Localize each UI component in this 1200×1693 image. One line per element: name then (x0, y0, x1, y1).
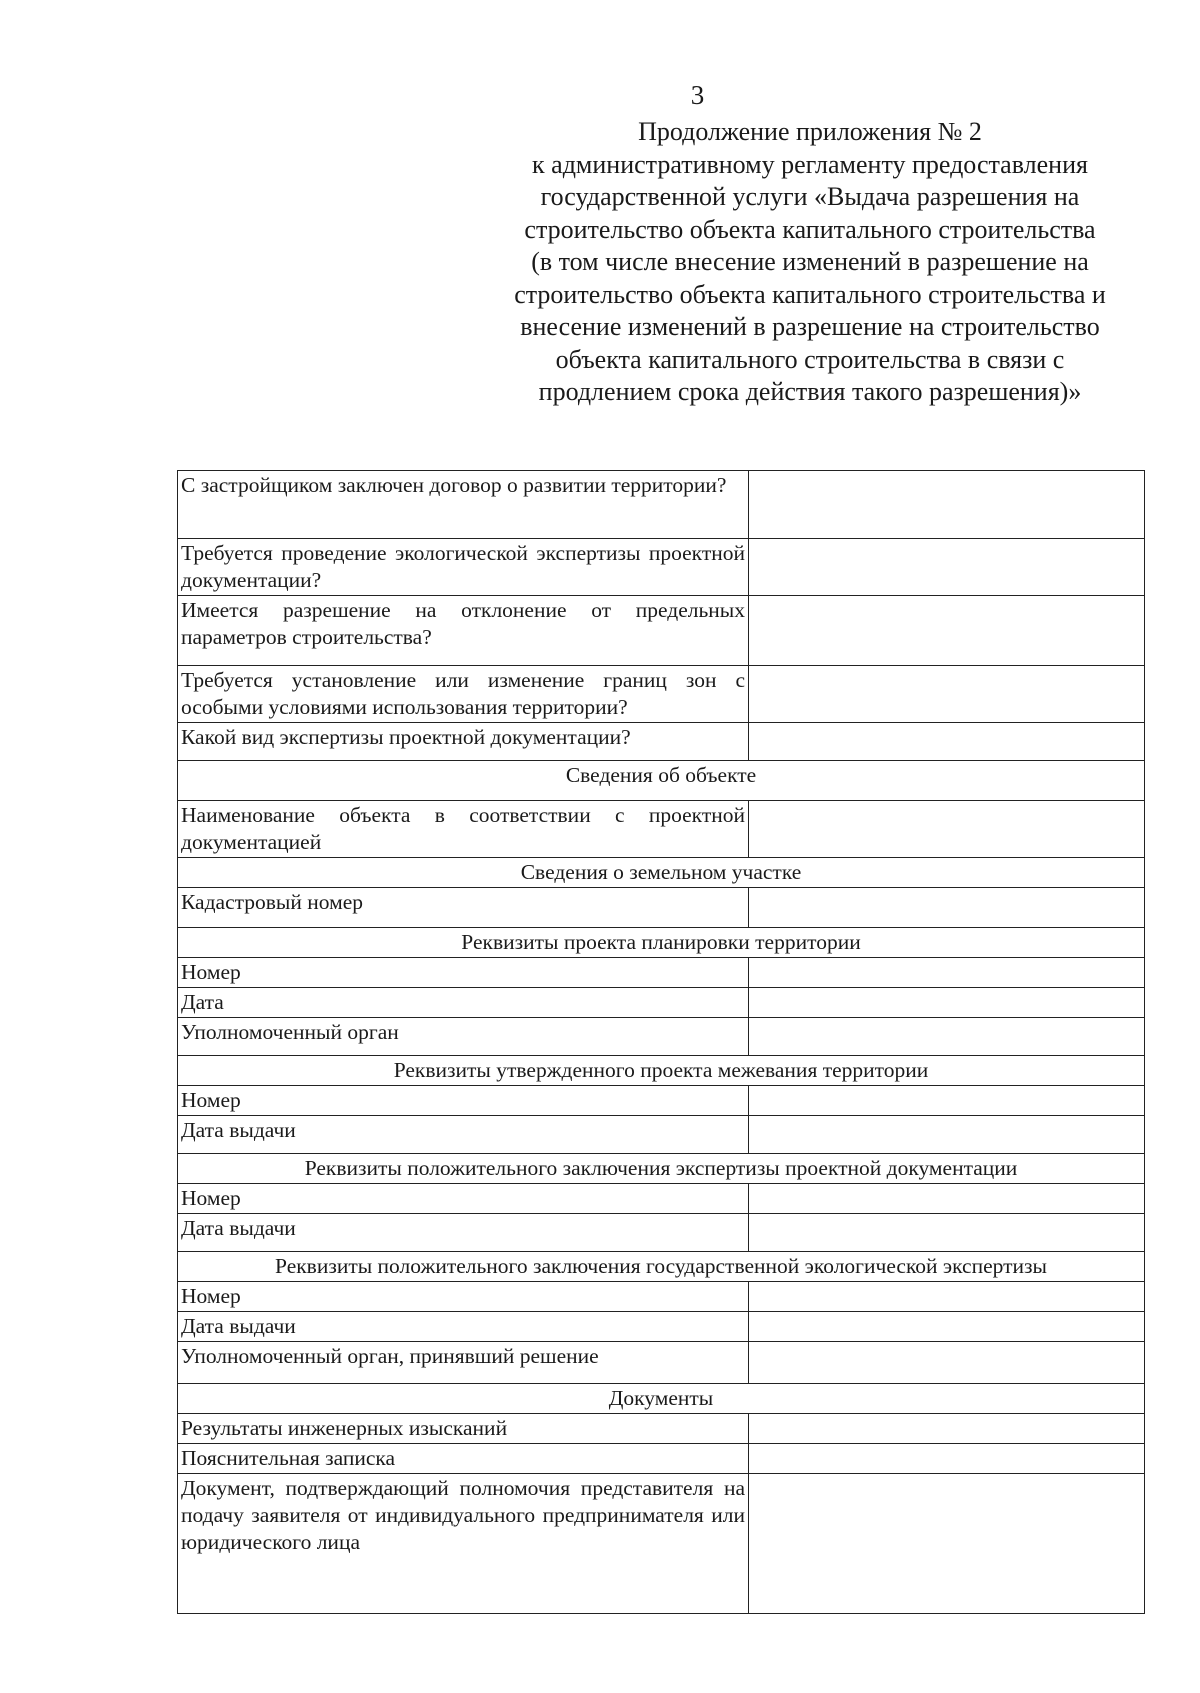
table-row (178, 539, 1145, 596)
answer-cell[interactable] (749, 1444, 1145, 1474)
table-row (178, 1282, 1145, 1312)
section-row (178, 1056, 1145, 1086)
section-row (178, 761, 1145, 801)
answer-cell[interactable] (749, 723, 1145, 761)
answer-cell[interactable] (749, 1116, 1145, 1154)
header-line: продлением срока действия такого разрешения)» (538, 377, 1082, 406)
answer-cell[interactable] (749, 958, 1145, 988)
table-row (178, 1312, 1145, 1342)
cadastral-number-label: Кадастровый номер (178, 888, 749, 928)
application-form-table (177, 470, 1145, 1614)
appendix-header (480, 116, 1140, 409)
table-row (178, 596, 1145, 666)
answer-cell[interactable] (749, 888, 1145, 928)
table-row (178, 888, 1145, 928)
answer-cell[interactable] (749, 1474, 1145, 1614)
table-row (178, 1414, 1145, 1444)
answer-cell[interactable] (749, 1342, 1145, 1384)
header-line: внесение изменений в разрешение на строительство (520, 312, 1100, 341)
answer-cell[interactable] (749, 1214, 1145, 1252)
question-cell: Имеется разрешение на отклонение от предельных параметров строительства? (178, 596, 749, 666)
table-row (178, 1474, 1145, 1614)
table-row (178, 988, 1145, 1018)
table-row (178, 1214, 1145, 1252)
section-row (178, 1154, 1145, 1184)
row-label: Дата (178, 988, 749, 1018)
section-object-heading: Сведения об объекте (178, 761, 1145, 801)
table-row (178, 1342, 1145, 1384)
section-row (178, 1252, 1145, 1282)
section-docs-heading: Документы (178, 1384, 1145, 1414)
question-cell: Требуется проведение экологической экспертизы проектной документации? (178, 539, 749, 596)
row-label: Дата выдачи (178, 1312, 749, 1342)
table-row (178, 1018, 1145, 1056)
row-label: Пояснительная записка (178, 1444, 749, 1474)
row-label: Номер (178, 1282, 749, 1312)
answer-cell[interactable] (749, 1414, 1145, 1444)
row-label: Результаты инженерных изысканий (178, 1414, 749, 1444)
table-row (178, 471, 1145, 539)
header-line: строительство объекта капитального строительства (524, 214, 1096, 244)
header-line: государственной услуги «Выдача разрешения на (540, 182, 1080, 211)
answer-cell[interactable] (749, 596, 1145, 666)
section-land-heading: Сведения о земельном участке (178, 858, 1145, 888)
row-label: Номер (178, 1086, 749, 1116)
answer-cell[interactable] (749, 1184, 1145, 1214)
object-name-label: Наименование объекта в соответствии с проектной документацией (178, 801, 749, 858)
answer-cell[interactable] (749, 1018, 1145, 1056)
section-planning-heading: Реквизиты проекта планировки территории (178, 928, 1145, 958)
question-cell: Требуется установление или изменение границ зон с особыми условиями использования территории? (178, 666, 749, 723)
row-label: Уполномоченный орган (178, 1018, 749, 1056)
table-row (178, 1444, 1145, 1474)
answer-cell[interactable] (749, 666, 1145, 723)
header-line: Продолжение приложения № 2 (638, 117, 982, 146)
section-expertise-heading: Реквизиты положительного заключения экспертизы проектной документации (178, 1154, 1145, 1184)
header-line: объекта капитального строительства в связи с (555, 344, 1065, 374)
question-cell: Какой вид экспертизы проектной документации? (178, 723, 749, 761)
section-survey-heading: Реквизиты утвержденного проекта межевания территории (178, 1056, 1145, 1086)
row-label: Уполномоченный орган, принявший решение (178, 1342, 749, 1384)
answer-cell[interactable] (749, 1312, 1145, 1342)
section-row (178, 858, 1145, 888)
header-line: строительство объекта капитального строительства и (514, 279, 1106, 309)
table-row (178, 1184, 1145, 1214)
row-label: Номер (178, 1184, 749, 1214)
answer-cell[interactable] (749, 988, 1145, 1018)
table-row (178, 723, 1145, 761)
answer-cell[interactable] (749, 471, 1145, 539)
row-label: Дата выдачи (178, 1214, 749, 1252)
question-cell: С застройщиком заключен договор о развитии территории? (178, 471, 749, 539)
table-row (178, 1116, 1145, 1154)
table-row (178, 1086, 1145, 1116)
table-row (178, 666, 1145, 723)
answer-cell[interactable] (749, 801, 1145, 858)
table-row (178, 958, 1145, 988)
row-label: Номер (178, 958, 749, 988)
section-eco-heading: Реквизиты положительного заключения государственной экологической экспертизы (178, 1252, 1145, 1282)
table-row (178, 801, 1145, 858)
answer-cell[interactable] (749, 1086, 1145, 1116)
row-label: Документ, подтверждающий полномочия представителя на подачу заявителя от индивидуального предпринимателя или юридического лица (178, 1474, 749, 1614)
answer-cell[interactable] (749, 1282, 1145, 1312)
page-number: 3 (690, 80, 705, 110)
section-row (178, 1384, 1145, 1414)
header-line: (в том числе внесение изменений в разрешение на (531, 247, 1089, 276)
header-line: к административному регламенту предоставления (532, 149, 1088, 179)
section-row (178, 928, 1145, 958)
row-label: Дата выдачи (178, 1116, 749, 1154)
answer-cell[interactable] (749, 539, 1145, 596)
